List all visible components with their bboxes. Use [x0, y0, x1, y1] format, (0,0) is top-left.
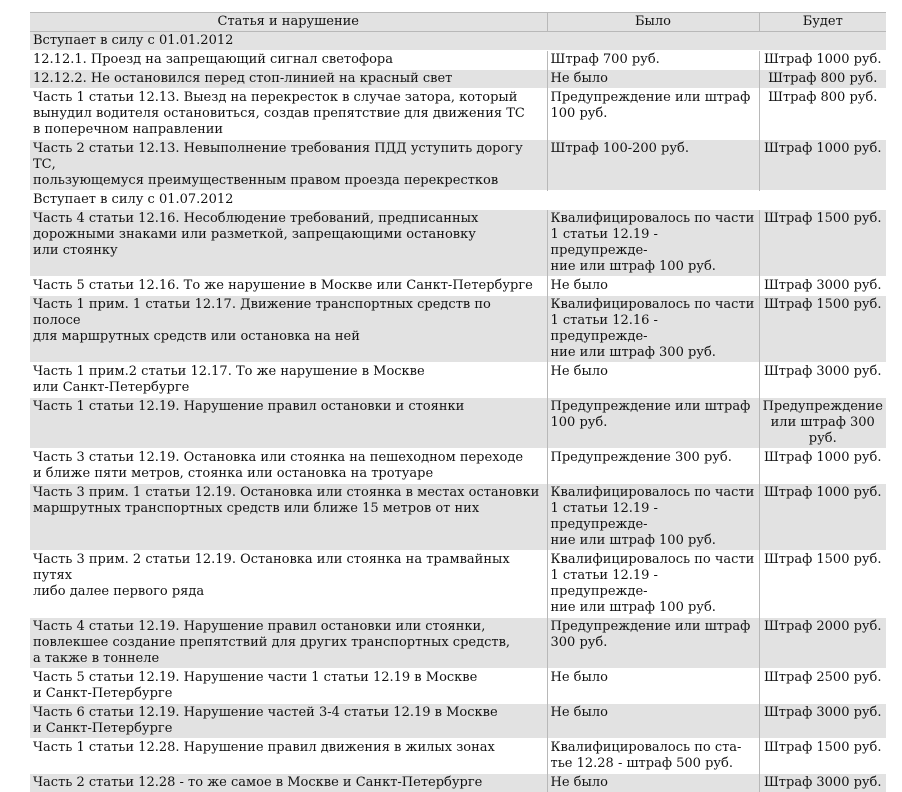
was-cell: Предупреждение или штраф 100 руб.	[547, 398, 759, 449]
article-cell: Часть 4 статьи 12.19. Нарушение правил остановки или стоянки, повлекшее создание препятствий для других транспортных средств, а также в тоннеле	[30, 618, 547, 669]
table-row	[30, 774, 886, 792]
article-cell: Часть 5 статьи 12.19. Нарушение части 1 статьи 12.19 в Москве и Санкт-Петербурге	[30, 669, 547, 704]
article-cell: Часть 3 прим. 2 статьи 12.19. Остановка или стоянка на трамвайных путях либо далее первого ряда	[30, 551, 547, 618]
article-cell: Часть 1 статьи 12.19. Нарушение правил остановки и стоянки	[30, 398, 547, 449]
article-cell: Часть 5 статьи 12.16. То же нарушение в Москве или Санкт-Петербурге	[30, 277, 547, 296]
table-row	[30, 277, 886, 296]
section-row	[30, 32, 886, 51]
table-row	[30, 449, 886, 484]
was-cell: Квалифицировалось по части 1 статьи 12.19 - предупрежде- ние или штраф 100 руб.	[547, 484, 759, 551]
will-cell: Штраф 3000 руб.	[759, 363, 886, 398]
header-row	[30, 13, 886, 32]
will-cell: Штраф 1500 руб.	[759, 739, 886, 774]
was-cell: Не было	[547, 363, 759, 398]
was-cell: Предупреждение или штраф 100 руб.	[547, 89, 759, 140]
fines-table-container	[30, 12, 886, 792]
table-row	[30, 704, 886, 739]
was-cell: Не было	[547, 70, 759, 89]
will-cell: Штраф 1500 руб.	[759, 210, 886, 277]
will-cell: Штраф 3000 руб.	[759, 277, 886, 296]
will-cell: Штраф 1500 руб.	[759, 296, 886, 363]
table-row	[30, 363, 886, 398]
will-cell: Предупреждение или штраф 300 руб.	[759, 398, 886, 449]
header-will: Будет	[759, 13, 886, 32]
was-cell: Квалифицировалось по части 1 статьи 12.19 - предупрежде- ние или штраф 100 руб.	[547, 210, 759, 277]
will-cell: Штраф 1000 руб.	[759, 484, 886, 551]
table-row	[30, 140, 886, 191]
table-row	[30, 739, 886, 774]
table-row	[30, 484, 886, 551]
table-row	[30, 296, 886, 363]
table-row	[30, 51, 886, 70]
table-row	[30, 210, 886, 277]
was-cell: Квалифицировалось по ста- тье 12.28 - штраф 500 руб.	[547, 739, 759, 774]
section-title: Вступает в силу с 01.07.2012	[30, 191, 886, 210]
header-was: Было	[547, 13, 759, 32]
article-cell: Часть 1 статьи 12.28. Нарушение правил движения в жилых зонах	[30, 739, 547, 774]
was-cell: Не было	[547, 704, 759, 739]
will-cell: Штраф 2500 руб.	[759, 669, 886, 704]
will-cell: Штраф 2000 руб.	[759, 618, 886, 669]
article-cell: Часть 3 статьи 12.19. Остановка или стоянка на пешеходном переходе и ближе пяти метров, стоянка или остановка на тротуаре	[30, 449, 547, 484]
fines-table	[30, 12, 886, 792]
will-cell: Штраф 1500 руб.	[759, 551, 886, 618]
table-row	[30, 89, 886, 140]
was-cell: Не было	[547, 277, 759, 296]
table-row	[30, 618, 886, 669]
article-cell: Часть 6 статьи 12.19. Нарушение частей 3-4 статьи 12.19 в Москве и Санкт-Петербурге	[30, 704, 547, 739]
will-cell: Штраф 3000 руб.	[759, 774, 886, 792]
article-cell: Часть 4 статьи 12.16. Несоблюдение требований, предписанных дорожными знаками или разметкой, запрещающими остановку или стоянку	[30, 210, 547, 277]
article-cell: Часть 3 прим. 1 статьи 12.19. Остановка или стоянка в местах остановки маршрутных транспортных средств или ближе 15 метров от них	[30, 484, 547, 551]
will-cell: Штраф 800 руб.	[759, 70, 886, 89]
article-cell: Часть 1 прим. 1 статьи 12.17. Движение транспортных средств по полосе для маршрутных средств или остановка на ней	[30, 296, 547, 363]
was-cell: Штраф 100-200 руб.	[547, 140, 759, 191]
was-cell: Штраф 700 руб.	[547, 51, 759, 70]
was-cell: Предупреждение 300 руб.	[547, 449, 759, 484]
article-cell: 12.12.1. Проезд на запрещающий сигнал светофора	[30, 51, 547, 70]
header-article: Статья и нарушение	[30, 13, 547, 32]
article-cell: Часть 2 статьи 12.28 - то же самое в Москве и Санкт-Петербурге	[30, 774, 547, 792]
table-row	[30, 669, 886, 704]
section-row	[30, 191, 886, 210]
will-cell: Штраф 3000 руб.	[759, 704, 886, 739]
will-cell: Штраф 1000 руб.	[759, 449, 886, 484]
was-cell: Предупреждение или штраф 300 руб.	[547, 618, 759, 669]
table-body	[30, 32, 886, 792]
table-row	[30, 398, 886, 449]
was-cell: Квалифицировалось по части 1 статьи 12.19 - предупрежде- ние или штраф 100 руб.	[547, 551, 759, 618]
article-cell: 12.12.2. Не остановился перед стоп-линией на красный свет	[30, 70, 547, 89]
table-row	[30, 70, 886, 89]
was-cell: Не было	[547, 669, 759, 704]
will-cell: Штраф 1000 руб.	[759, 51, 886, 70]
was-cell: Не было	[547, 774, 759, 792]
was-cell: Квалифицировалось по части 1 статьи 12.16 - предупрежде- ние или штраф 300 руб.	[547, 296, 759, 363]
will-cell: Штраф 1000 руб.	[759, 140, 886, 191]
table-row	[30, 551, 886, 618]
article-cell: Часть 1 прим.2 статьи 12.17. То же нарушение в Москве или Санкт-Петербурге	[30, 363, 547, 398]
will-cell: Штраф 800 руб.	[759, 89, 886, 140]
article-cell: Часть 2 статьи 12.13. Невыполнение требования ПДД уступить дорогу ТС, пользующемуся преимущественным правом проезда перекрестков	[30, 140, 547, 191]
section-title: Вступает в силу с 01.01.2012	[30, 32, 886, 51]
article-cell: Часть 1 статьи 12.13. Выезд на перекресток в случае затора, который вынудил водителя остановиться, создав препятствие для движения ТС в поперечном направлении	[30, 89, 547, 140]
